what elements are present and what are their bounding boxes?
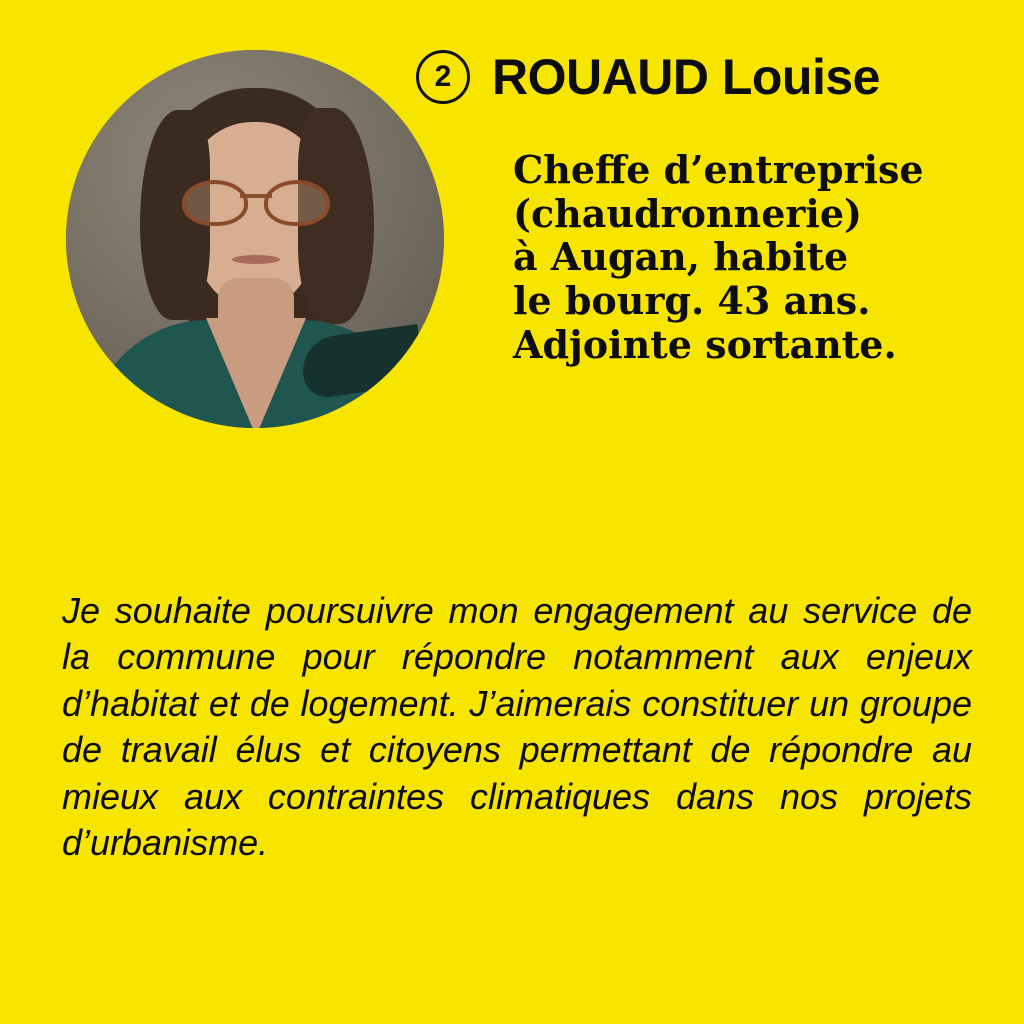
candidate-description-line: Adjointe sortante. — [513, 321, 897, 367]
candidate-statement-text: Je souhaite poursuivre mon engagement au service de la commune pour répondre notamment aux enjeux d’habitat et de logement. J’aimerais constituer un groupe de travail élus et citoyens permettant de répondre au mieux aux contraintes climatiques dans nos projets d’urbanisme. — [62, 590, 972, 864]
candidate-statement — [62, 588, 972, 867]
candidate-name: ROUAUD Louise — [492, 49, 880, 105]
candidate-description — [513, 148, 983, 366]
candidate-description-line: le bourg. 43 ans. — [513, 278, 871, 324]
candidate-header-block — [0, 0, 1024, 500]
glasses-bridge — [240, 194, 272, 198]
candidate-photo — [66, 50, 444, 428]
candidate-description-line: à Augan, habite — [513, 234, 849, 280]
candidate-title-row — [416, 48, 880, 106]
candidate-description-line: Cheffe d’entreprise — [513, 147, 924, 192]
glasses-icon — [182, 180, 330, 220]
candidate-number-badge: 2 — [416, 50, 470, 104]
candidate-description-line: (chaudronnerie) — [513, 190, 862, 236]
mouth-shape — [232, 255, 280, 264]
glasses-left-lens — [182, 180, 248, 226]
glasses-right-lens — [264, 180, 330, 226]
